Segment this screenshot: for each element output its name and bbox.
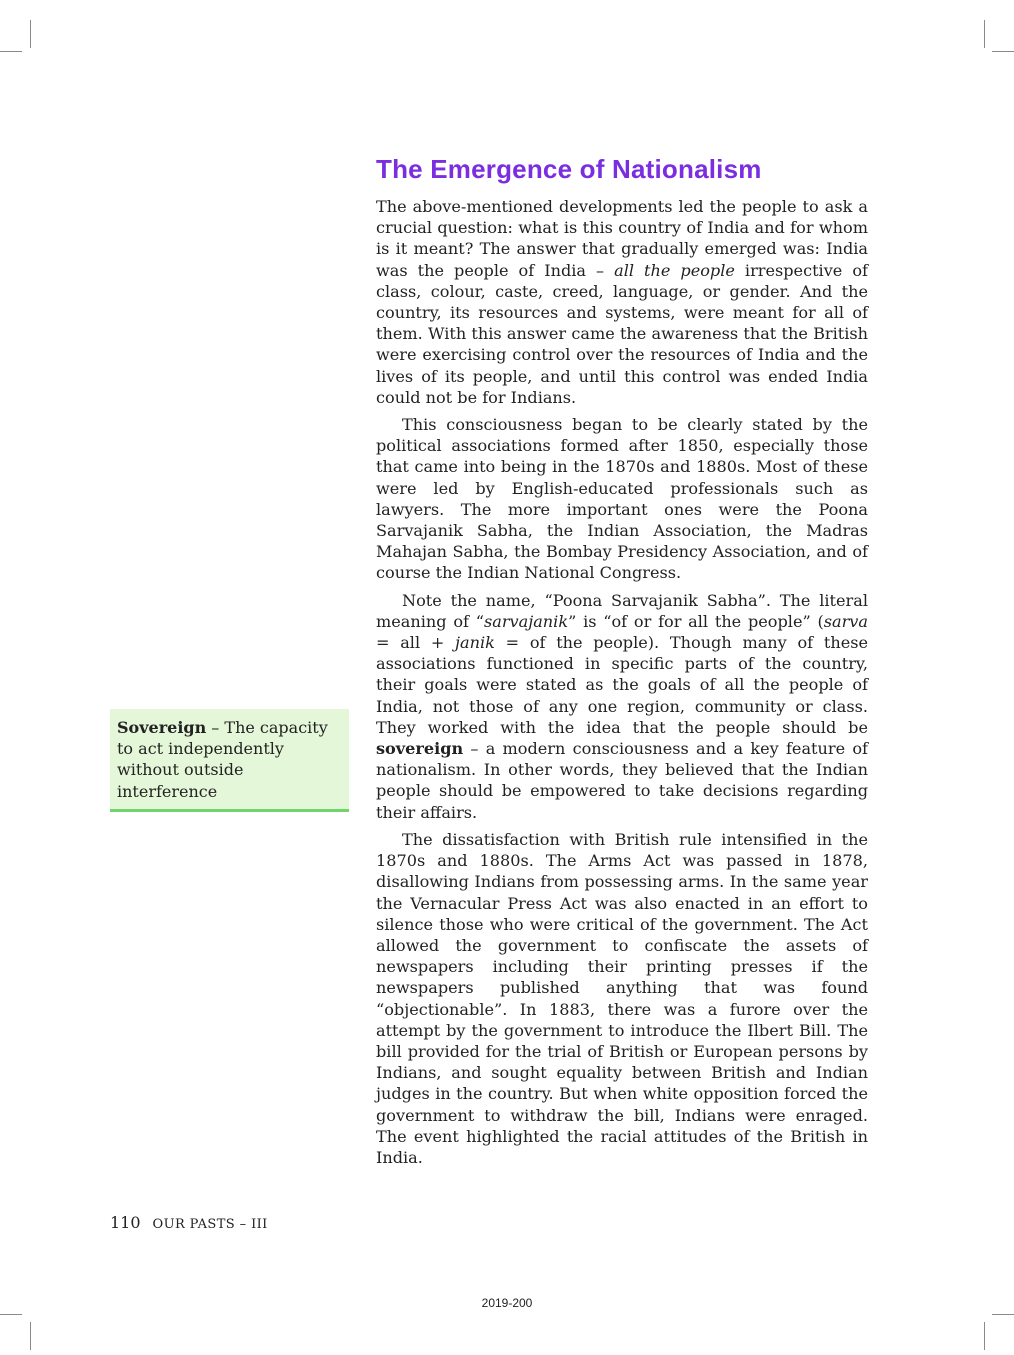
- paragraph-1-emphasis: all the people: [614, 260, 735, 280]
- paragraph-3-text-c: = all +: [376, 633, 456, 653]
- crop-mark-top-left: [30, 20, 31, 48]
- crop-mark-top-right: [984, 20, 985, 48]
- paragraph-3: [376, 590, 868, 823]
- paragraph-1: [376, 196, 868, 408]
- paragraph-4: The dissatisfaction with British rule intensified in the 1870s and 1880s. The Arms Act was passed in 1878, disallowing Indians from possessing arms. In the same year the Vernacular Press Act was also enacted in an effort to silence those who were critical of the government. The Act allowed the government to confiscate the assets of newspapers including their printing presses if the newspapers published anything that was found “objectionable”. In 1883, there was a furore over the attempt by the government to introduce the Ilbert Bill. The bill provided for the trial of British or European persons by Indians, and sought equality between British and Indian judges in the country. But when white opposition forced the government to withdraw the bill, Indians were enraged. The event highlighted the racial attitudes of the British in India.: [376, 829, 868, 1167]
- glossary-term: Sovereign: [117, 718, 207, 737]
- paragraph-3-text-a: Note the name, “Poona Sarvajanik Sabha”. The literal meaning of “: [376, 590, 868, 631]
- paragraph-3-emphasis-sarvajanik: sarvajanik: [483, 611, 569, 631]
- body-text: [376, 196, 868, 1174]
- page-number: 110: [110, 1213, 141, 1232]
- crop-mark-bottom-right: [984, 1322, 985, 1350]
- crop-mark-bottom-left-h: [0, 1314, 22, 1315]
- year-stamp: 2019-200: [481, 1296, 533, 1310]
- paragraph-2: This consciousness began to be clearly stated by the political associations formed after 1850, especially those that came into being in the 1870s and 1880s. Most of these were led by English-educated professionals such as lawyers. The more important ones were the Poona Sarvajanik Sabha, the Indian Association, the Madras Mahajan Sabha, the Bombay Presidency Association, and of course the Indian National Congress.: [376, 415, 868, 583]
- paragraph-1-text-b: irrespective of class, colour, caste, creed, language, or gender. And the country, its resources and systems, were meant for all of them. With this answer came the awareness that the British were exercising control over the resources of India and the lives of its people, and until this control was ended India could not be for Indians.: [376, 260, 868, 407]
- crop-mark-bottom-left: [30, 1322, 31, 1350]
- paragraph-3-emphasis-sarva: sarva: [823, 611, 868, 631]
- crop-mark-top-left-h: [0, 51, 22, 52]
- paragraph-1-text-a: The above-mentioned developments led the people to ask a crucial question: what is this country of India and for whom is it meant? The answer that gradually emerged was: India was the people of India –: [376, 197, 868, 280]
- crop-mark-bottom-right-h: [992, 1314, 1014, 1315]
- glossary-box: [110, 709, 349, 812]
- crop-mark-top-right-h: [992, 51, 1014, 52]
- paragraph-3-text-d: = of the people). Though many of these associations functioned in specific parts of the country, their goals were stated as the goals of all the people of India, not those of any one region, community or class. They worked with the idea that the people should be: [376, 633, 868, 737]
- paragraph-3-text-b: ” is “of or for all the people” (: [568, 611, 824, 631]
- page-footer: [110, 1213, 268, 1232]
- paragraph-3-emphasis-janik: janik: [455, 633, 495, 653]
- paragraph-3-keyword-sovereign: sovereign: [376, 739, 464, 759]
- glossary-definition: – The capacity to act independently without outside interference: [117, 718, 328, 801]
- section-heading: The Emergence of Nationalism: [376, 154, 762, 184]
- book-title: OUR PASTS – III: [152, 1217, 268, 1232]
- paragraph-3-text-e: – a modern consciousness and a key feature of nationalism. In other words, they believed that the Indian people should be empowered to take decisions regarding their affairs.: [376, 739, 868, 822]
